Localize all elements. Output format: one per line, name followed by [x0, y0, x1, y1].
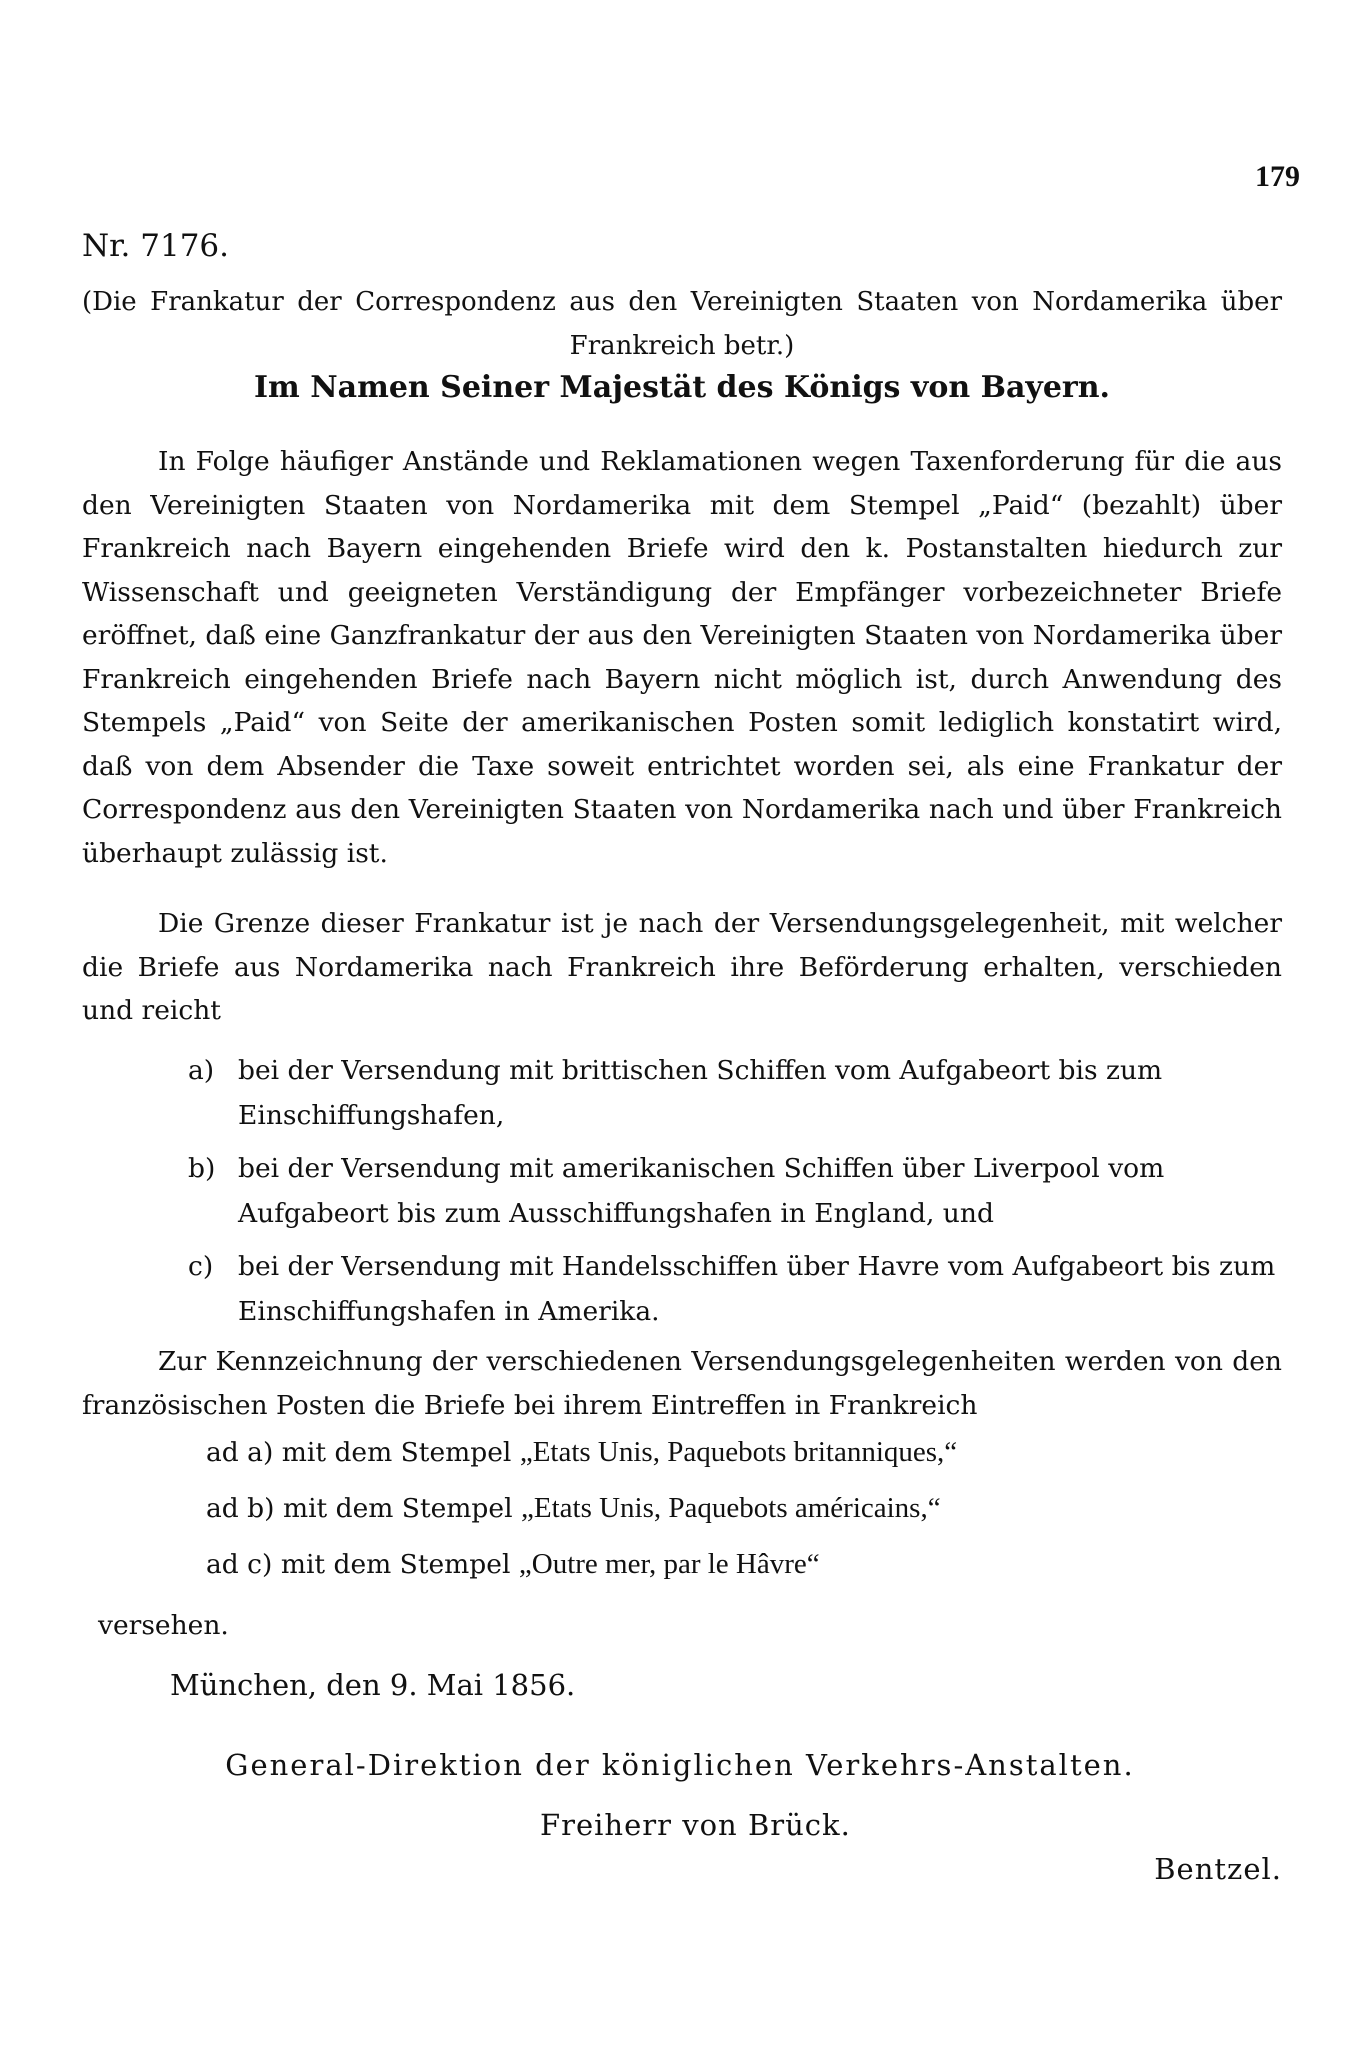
list-text: bei der Versendung mit brittischen Schiffen vom Aufgabeort bis zum Einschiffungshafen, [238, 1055, 1163, 1131]
stamp-quote: „Etats Unis, Paquebots britanniques,“ [519, 1436, 958, 1468]
stamp-quote: „Etats Unis, Paquebots américains,“ [521, 1492, 941, 1524]
countersignatory: Bentzel. [1154, 1852, 1282, 1886]
paragraph-1: In Folge häufiger Anstände und Reklamationen wegen Taxenforderung für die aus den Vereinigten Staaten von Nordamerika mit dem Stempel „Paid“ (bezahlt) über Frankreich nach Bayern eingehenden Briefe wird den k. Postanstalten hiedurch zur Wissenschaft und geeigneten Verständigung der Empfänger vorbezeichneter Briefe eröffnet, daß eine Ganzfrankatur der aus den Vereinigten Staaten von Nordamerika über Frankreich eingehenden Briefe nach Bayern nicht möglich ist, durch Anwendung des Stempels „Paid“ von Seite der amerikanischen Posten somit lediglich konstatirt wird, daß von dem Absender die Taxe soweit entrichtet worden sei, als eine Frankatur der Correspondenz aus den Vereinigten Staaten von Nordamerika nach und über Frankreich überhaupt zulässig ist. [82, 446, 1282, 869]
stamp-ref: ad a) [206, 1437, 274, 1468]
stamp-prefix: mit dem Stempel [282, 1493, 513, 1524]
subject-line: (Die Frankatur der Correspondenz aus den Vereinigten Staaten von Nordamerika über Frankreich betr.) [82, 287, 1282, 361]
page-number: 179 [1255, 160, 1300, 193]
law-number: Nr. 7176. [82, 228, 229, 264]
stamp-quote: „Outre mer, par le Hâvre“ [518, 1548, 820, 1580]
list-marker: b) [188, 1153, 216, 1184]
stamp-line-c [206, 1548, 820, 1581]
issuing-authority: General-Direktion der königlichen Verkehrs-Anstalten. [225, 1748, 1135, 1782]
closing-word: versehen. [98, 1610, 229, 1641]
signatory: Freiherr von Brück. [540, 1808, 851, 1842]
stamp-prefix: mit dem Stempel [280, 1549, 511, 1580]
list-item-b [188, 1146, 1282, 1236]
stamp-line-a [206, 1436, 957, 1469]
stamp-prefix: mit dem Stempel [281, 1437, 512, 1468]
list-text: bei der Versendung mit Handelsschiffen über Havre vom Aufgabeort bis zum Einschiffungshafen in Amerika. [238, 1251, 1276, 1327]
stamp-ref: ad c) [206, 1549, 273, 1580]
royal-heading: Im Namen Seiner Majestät des Königs von Bayern. [254, 370, 1110, 405]
list-item-c [188, 1244, 1282, 1334]
stamp-line-b [206, 1492, 941, 1525]
paragraph-3: Zur Kennzeichnung der verschiedenen Versendungsgelegenheiten werden von den französischen Posten die Briefe bei ihrem Eintreffen in Frankreich [82, 1346, 1282, 1421]
stamp-ref: ad b) [206, 1493, 275, 1524]
list-marker: c) [188, 1251, 214, 1282]
date-line: München, den 9. Mai 1856. [170, 1668, 576, 1702]
list-text: bei der Versendung mit amerikanischen Schiffen über Liverpool vom Aufgabeort bis zum Ausschiffungshafen in England, und [238, 1153, 1165, 1229]
paragraph-2: Die Grenze dieser Frankatur ist je nach der Versendungsgelegenheit, mit welcher die Briefe aus Nordamerika nach Frankreich ihre Beförderung erhalten, verschieden und reicht [82, 908, 1282, 1026]
list-marker: a) [188, 1055, 215, 1086]
list-item-a [188, 1048, 1282, 1138]
